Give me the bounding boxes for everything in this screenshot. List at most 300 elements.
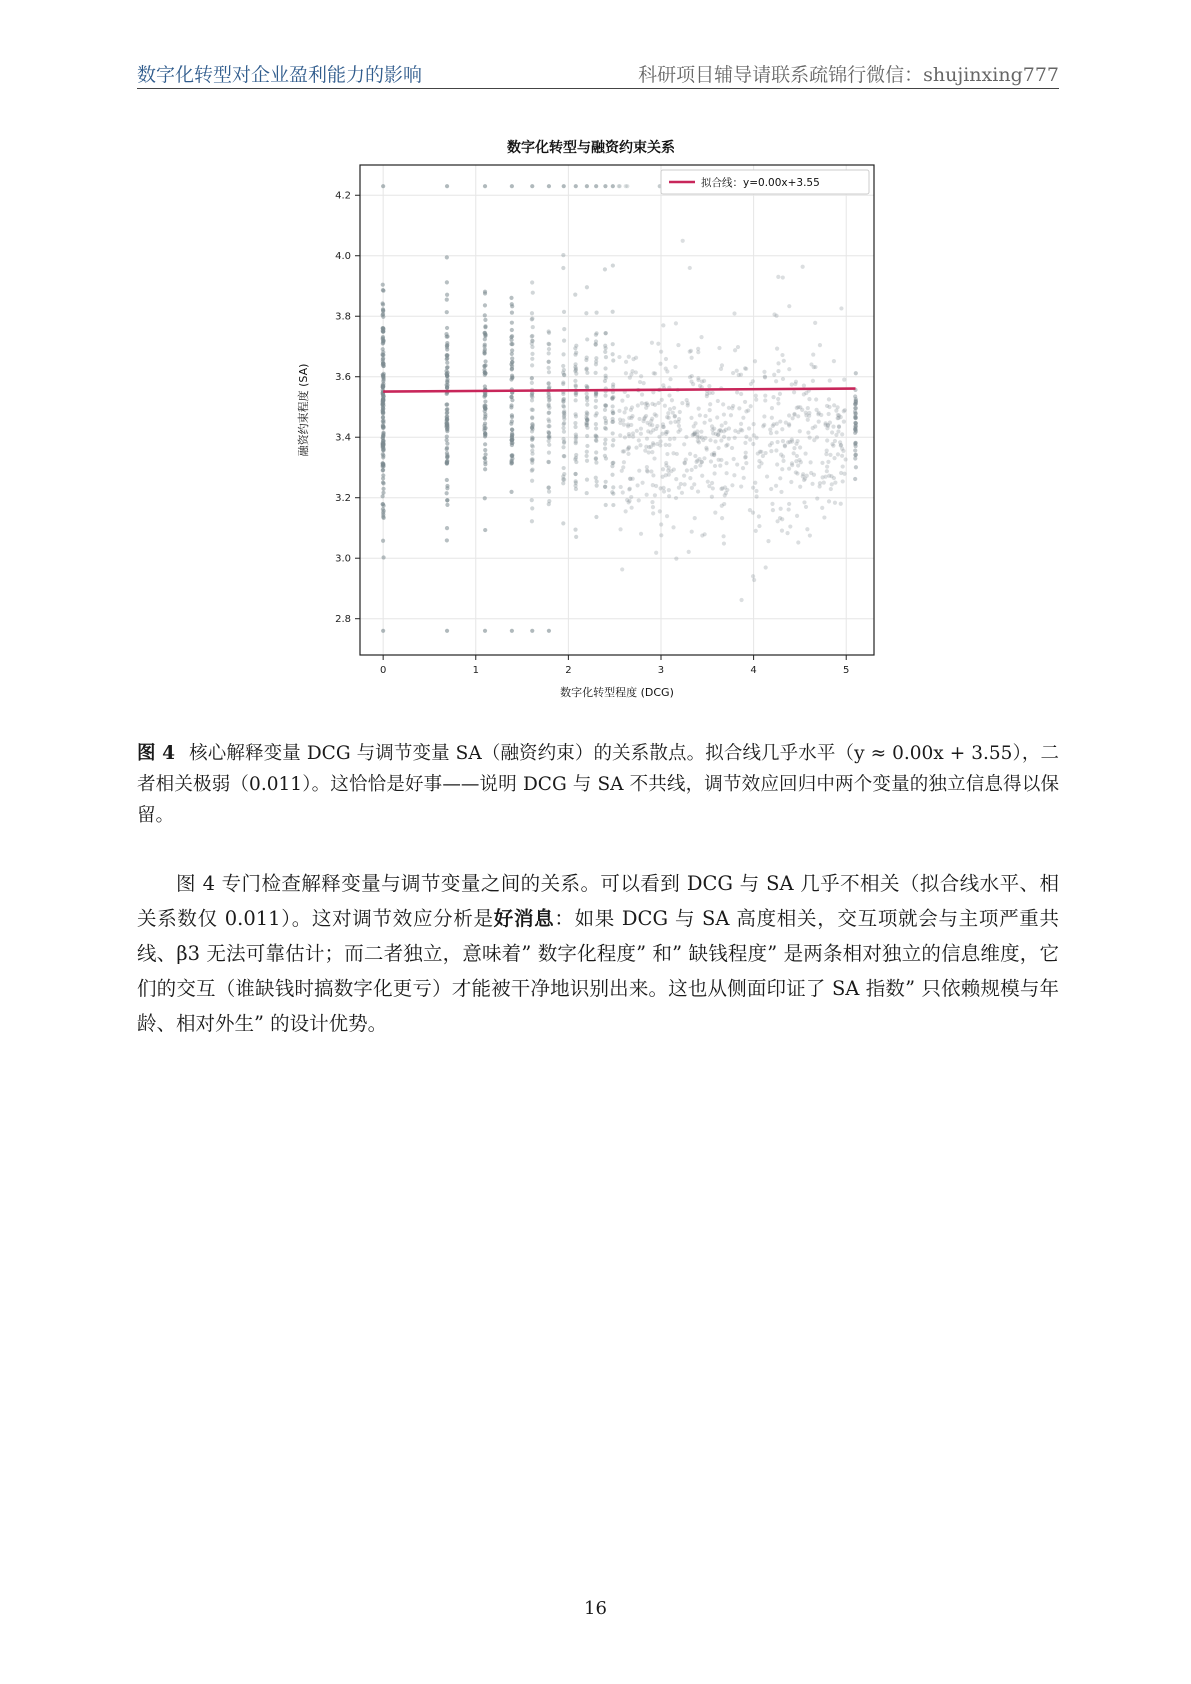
data-point	[530, 357, 534, 361]
data-point	[594, 362, 598, 366]
data-point	[445, 357, 449, 361]
data-point	[626, 447, 630, 451]
data-point	[483, 333, 487, 337]
data-point	[752, 422, 756, 426]
data-point	[611, 310, 615, 314]
x-tick-label: 5	[843, 665, 850, 676]
data-point	[781, 275, 785, 279]
data-point	[510, 302, 514, 306]
data-point	[674, 477, 678, 481]
x-tick-label: 4	[750, 665, 757, 676]
data-point	[610, 473, 614, 477]
data-point	[483, 629, 487, 633]
data-point	[651, 443, 655, 447]
data-point	[381, 353, 385, 357]
data-point	[803, 451, 807, 455]
data-point	[649, 469, 653, 473]
data-point	[804, 391, 808, 395]
data-point	[629, 495, 633, 499]
data-point	[649, 419, 653, 423]
data-point	[546, 417, 550, 421]
data-point	[381, 341, 385, 345]
data-point	[668, 407, 672, 411]
data-point	[445, 280, 449, 284]
data-point	[657, 435, 661, 439]
data-point	[617, 409, 621, 413]
data-point	[630, 405, 634, 409]
data-point	[689, 379, 693, 383]
data-point	[483, 399, 487, 403]
data-point	[381, 629, 385, 633]
data-point	[687, 550, 691, 554]
data-point	[843, 457, 847, 461]
data-point	[641, 419, 645, 423]
data-point	[624, 406, 628, 410]
data-point	[666, 411, 670, 415]
data-point	[661, 425, 665, 429]
data-point	[381, 511, 385, 515]
data-point	[530, 467, 534, 471]
data-point	[562, 441, 566, 445]
data-point	[769, 431, 773, 435]
data-point	[817, 420, 821, 424]
data-point	[510, 629, 514, 633]
data-point	[790, 463, 794, 467]
data-point	[854, 465, 858, 469]
data-point	[483, 496, 487, 500]
data-point	[594, 399, 598, 403]
data-point	[630, 369, 634, 373]
data-point	[756, 451, 760, 455]
data-point	[445, 503, 449, 507]
data-point	[769, 487, 773, 491]
data-point	[751, 442, 755, 446]
data-point	[650, 450, 654, 454]
data-point	[676, 430, 680, 434]
data-point	[754, 394, 758, 398]
data-point	[603, 403, 607, 407]
data-point	[719, 438, 723, 442]
data-point	[804, 411, 808, 415]
data-point	[381, 515, 385, 519]
data-point	[805, 527, 809, 531]
data-point	[574, 460, 578, 464]
data-point	[693, 454, 697, 458]
data-point	[530, 317, 534, 321]
data-point	[702, 421, 706, 425]
data-point	[594, 356, 598, 360]
data-point	[715, 415, 719, 419]
header-contact: 科研项目辅导请联系疏锦行微信：shujinxing777	[638, 64, 1059, 86]
data-point	[483, 363, 487, 367]
data-point	[510, 348, 514, 352]
data-point	[594, 456, 598, 460]
data-point	[740, 428, 744, 432]
data-point	[764, 565, 768, 569]
data-point	[445, 629, 449, 633]
data-point	[445, 298, 449, 302]
data-point	[445, 438, 449, 442]
data-point	[483, 448, 487, 452]
data-point	[672, 406, 676, 410]
data-point	[825, 404, 829, 408]
data-point	[787, 507, 791, 511]
data-point	[667, 488, 671, 492]
data-point	[603, 267, 607, 271]
data-point	[854, 429, 858, 433]
data-point	[776, 401, 780, 405]
data-point	[818, 484, 822, 488]
data-point	[792, 451, 796, 455]
data-point	[509, 342, 513, 346]
data-point	[483, 452, 487, 456]
data-point	[603, 438, 607, 442]
data-point	[530, 449, 534, 453]
data-point	[530, 506, 534, 510]
data-point	[779, 490, 783, 494]
data-point	[547, 347, 551, 351]
data-point	[842, 472, 846, 476]
data-point	[774, 484, 778, 488]
data-point	[651, 505, 655, 509]
data-point	[618, 433, 622, 437]
data-point	[744, 435, 748, 439]
data-point	[509, 461, 513, 465]
data-point	[445, 451, 449, 455]
data-point	[624, 371, 628, 375]
data-point	[801, 472, 805, 476]
data-point	[547, 360, 551, 364]
data-point	[708, 418, 712, 422]
data-point	[751, 574, 755, 578]
data-point	[778, 476, 782, 480]
data-point	[723, 493, 727, 497]
data-point	[585, 398, 589, 402]
data-point	[731, 371, 735, 375]
data-point	[780, 427, 784, 431]
data-point	[719, 367, 723, 371]
data-point	[381, 442, 385, 446]
data-point	[854, 371, 858, 375]
data-point	[623, 435, 627, 439]
data-point	[709, 459, 713, 463]
data-point	[789, 480, 793, 484]
data-point	[677, 486, 681, 490]
data-point	[626, 452, 630, 456]
data-point	[381, 398, 385, 402]
data-point	[624, 360, 628, 364]
data-point	[573, 425, 577, 429]
data-point	[510, 419, 514, 423]
data-point	[830, 430, 834, 434]
data-point	[779, 507, 783, 511]
data-point	[840, 432, 844, 436]
data-point	[830, 442, 834, 446]
data-point	[562, 405, 566, 409]
data-point	[683, 482, 687, 486]
data-point	[510, 398, 514, 402]
data-point	[547, 451, 551, 455]
data-point	[853, 409, 857, 413]
data-point	[723, 485, 727, 489]
data-point	[659, 533, 663, 537]
data-point	[637, 417, 641, 421]
data-point	[808, 436, 812, 440]
data-point	[604, 427, 608, 431]
data-point	[594, 342, 598, 346]
data-point	[617, 355, 621, 359]
data-point	[814, 397, 818, 401]
data-point	[751, 486, 755, 490]
data-point	[771, 508, 775, 512]
data-point	[836, 452, 840, 456]
data-point	[604, 456, 608, 460]
data-point	[754, 436, 758, 440]
data-point	[719, 458, 723, 462]
data-point	[574, 535, 578, 539]
data-point	[674, 557, 678, 561]
y-tick-label: 3.8	[335, 311, 351, 323]
data-point	[753, 481, 757, 485]
body-paragraph	[137, 866, 1059, 1041]
data-point	[718, 464, 722, 468]
data-point	[754, 398, 758, 402]
data-point	[807, 397, 811, 401]
data-point	[693, 516, 697, 520]
data-point	[725, 471, 729, 475]
data-point	[603, 446, 607, 450]
data-point	[650, 341, 654, 345]
data-point	[510, 443, 514, 447]
data-point	[638, 443, 642, 447]
data-point	[674, 496, 678, 500]
data-point	[483, 417, 487, 421]
data-point	[574, 344, 578, 348]
data-point	[681, 239, 685, 243]
data-point	[654, 551, 658, 555]
data-point	[585, 184, 589, 188]
data-point	[634, 446, 638, 450]
data-point	[594, 476, 598, 480]
data-point	[708, 402, 712, 406]
data-point	[445, 491, 449, 495]
data-point	[735, 369, 739, 373]
data-point	[445, 386, 449, 390]
data-point	[690, 468, 694, 472]
data-point	[574, 393, 578, 397]
data-point	[603, 408, 607, 412]
data-point	[781, 459, 785, 463]
data-point	[561, 521, 565, 525]
data-point	[781, 439, 785, 443]
data-point	[690, 486, 694, 490]
data-point	[784, 421, 788, 425]
data-point	[445, 455, 449, 459]
data-point	[585, 459, 589, 463]
data-point	[698, 463, 702, 467]
data-point	[584, 454, 588, 458]
data-point	[618, 421, 622, 425]
data-point	[832, 359, 836, 363]
data-point	[562, 411, 566, 415]
data-point	[774, 379, 778, 383]
data-point	[624, 184, 628, 188]
data-point	[585, 356, 589, 360]
data-point	[640, 392, 644, 396]
data-point	[530, 519, 534, 523]
data-point	[585, 367, 589, 371]
data-point	[584, 311, 588, 315]
data-point	[749, 382, 753, 386]
data-point	[510, 427, 514, 431]
data-point	[776, 275, 780, 279]
data-point	[791, 416, 795, 420]
data-point	[561, 477, 565, 481]
data-point	[603, 184, 607, 188]
data-point	[665, 369, 669, 373]
data-point	[765, 474, 769, 478]
data-point	[445, 293, 449, 297]
scatter-points	[381, 184, 859, 633]
data-point	[779, 452, 783, 456]
data-point	[381, 373, 385, 377]
data-point	[651, 483, 655, 487]
data-point	[509, 490, 513, 494]
data-point	[705, 394, 709, 398]
data-point	[689, 349, 693, 353]
data-point	[723, 421, 727, 425]
data-point	[827, 499, 831, 503]
data-point	[787, 304, 791, 308]
data-point	[483, 467, 487, 471]
data-point	[816, 412, 820, 416]
data-point	[626, 394, 630, 398]
data-point	[628, 376, 632, 380]
data-point	[547, 443, 551, 447]
data-point	[768, 427, 772, 431]
data-point	[703, 532, 707, 536]
data-point	[737, 373, 741, 377]
data-point	[603, 485, 607, 489]
data-point	[561, 445, 565, 449]
data-point	[631, 477, 635, 481]
data-point	[747, 426, 751, 430]
data-point	[716, 399, 720, 403]
data-point	[782, 359, 786, 363]
data-point	[573, 362, 577, 366]
data-point	[833, 481, 837, 485]
data-point	[790, 382, 794, 386]
y-tick-label: 3.0	[335, 553, 351, 565]
data-point	[483, 421, 487, 425]
data-point	[611, 411, 615, 415]
data-point	[530, 311, 534, 315]
caption-label: 图 4	[137, 743, 176, 764]
data-point	[676, 343, 680, 347]
data-point	[547, 499, 551, 503]
data-point	[727, 437, 731, 441]
data-point	[660, 475, 664, 479]
data-point	[698, 384, 702, 388]
data-point	[531, 291, 535, 295]
figure-4	[295, 130, 895, 718]
data-point	[595, 484, 599, 488]
data-point	[603, 366, 607, 370]
data-point	[531, 408, 535, 412]
data-point	[669, 469, 673, 473]
data-point	[445, 486, 449, 490]
data-point	[530, 415, 534, 419]
data-point	[696, 347, 700, 351]
data-point	[381, 463, 385, 467]
data-point	[695, 433, 699, 437]
y-tick-label: 3.6	[335, 372, 351, 384]
data-point	[702, 379, 706, 383]
data-point	[743, 400, 747, 404]
data-point	[594, 434, 598, 438]
data-point	[483, 528, 487, 532]
data-point	[624, 509, 628, 513]
data-point	[822, 515, 826, 519]
data-point	[547, 395, 551, 399]
data-point	[689, 416, 693, 420]
y-tick-label: 4.0	[335, 251, 351, 263]
data-point	[669, 420, 673, 424]
paragraph-bold: 好消息	[493, 907, 555, 930]
data-point	[730, 483, 734, 487]
data-point	[820, 461, 824, 465]
data-point	[611, 443, 615, 447]
data-point	[667, 472, 671, 476]
data-point	[815, 496, 819, 500]
data-point	[604, 355, 608, 359]
data-point	[547, 485, 551, 489]
data-point	[749, 404, 753, 408]
data-point	[735, 390, 739, 394]
data-point	[510, 438, 514, 442]
data-point	[652, 371, 656, 375]
data-point	[562, 466, 566, 470]
data-point	[783, 444, 787, 448]
data-point	[635, 483, 639, 487]
data-point	[692, 424, 696, 428]
data-point	[735, 462, 739, 466]
y-tick-label: 3.2	[335, 493, 351, 505]
data-point	[711, 431, 715, 435]
data-point	[643, 449, 647, 453]
y-axis-label: 融资约束程度 (SA)	[297, 363, 310, 457]
data-point	[842, 420, 846, 424]
x-tick-label: 1	[472, 665, 479, 676]
data-point	[574, 441, 578, 445]
data-point	[677, 417, 681, 421]
data-point	[660, 432, 664, 436]
data-point	[585, 434, 589, 438]
data-point	[510, 184, 514, 188]
data-point	[771, 395, 775, 399]
data-point	[828, 453, 832, 457]
data-point	[776, 440, 780, 444]
data-point	[381, 473, 385, 477]
data-point	[711, 391, 715, 395]
data-point	[829, 474, 833, 478]
data-point	[627, 355, 631, 359]
data-point	[546, 430, 550, 434]
data-point	[510, 328, 514, 332]
data-point	[574, 351, 578, 355]
data-point	[825, 465, 829, 469]
data-point	[381, 415, 385, 419]
